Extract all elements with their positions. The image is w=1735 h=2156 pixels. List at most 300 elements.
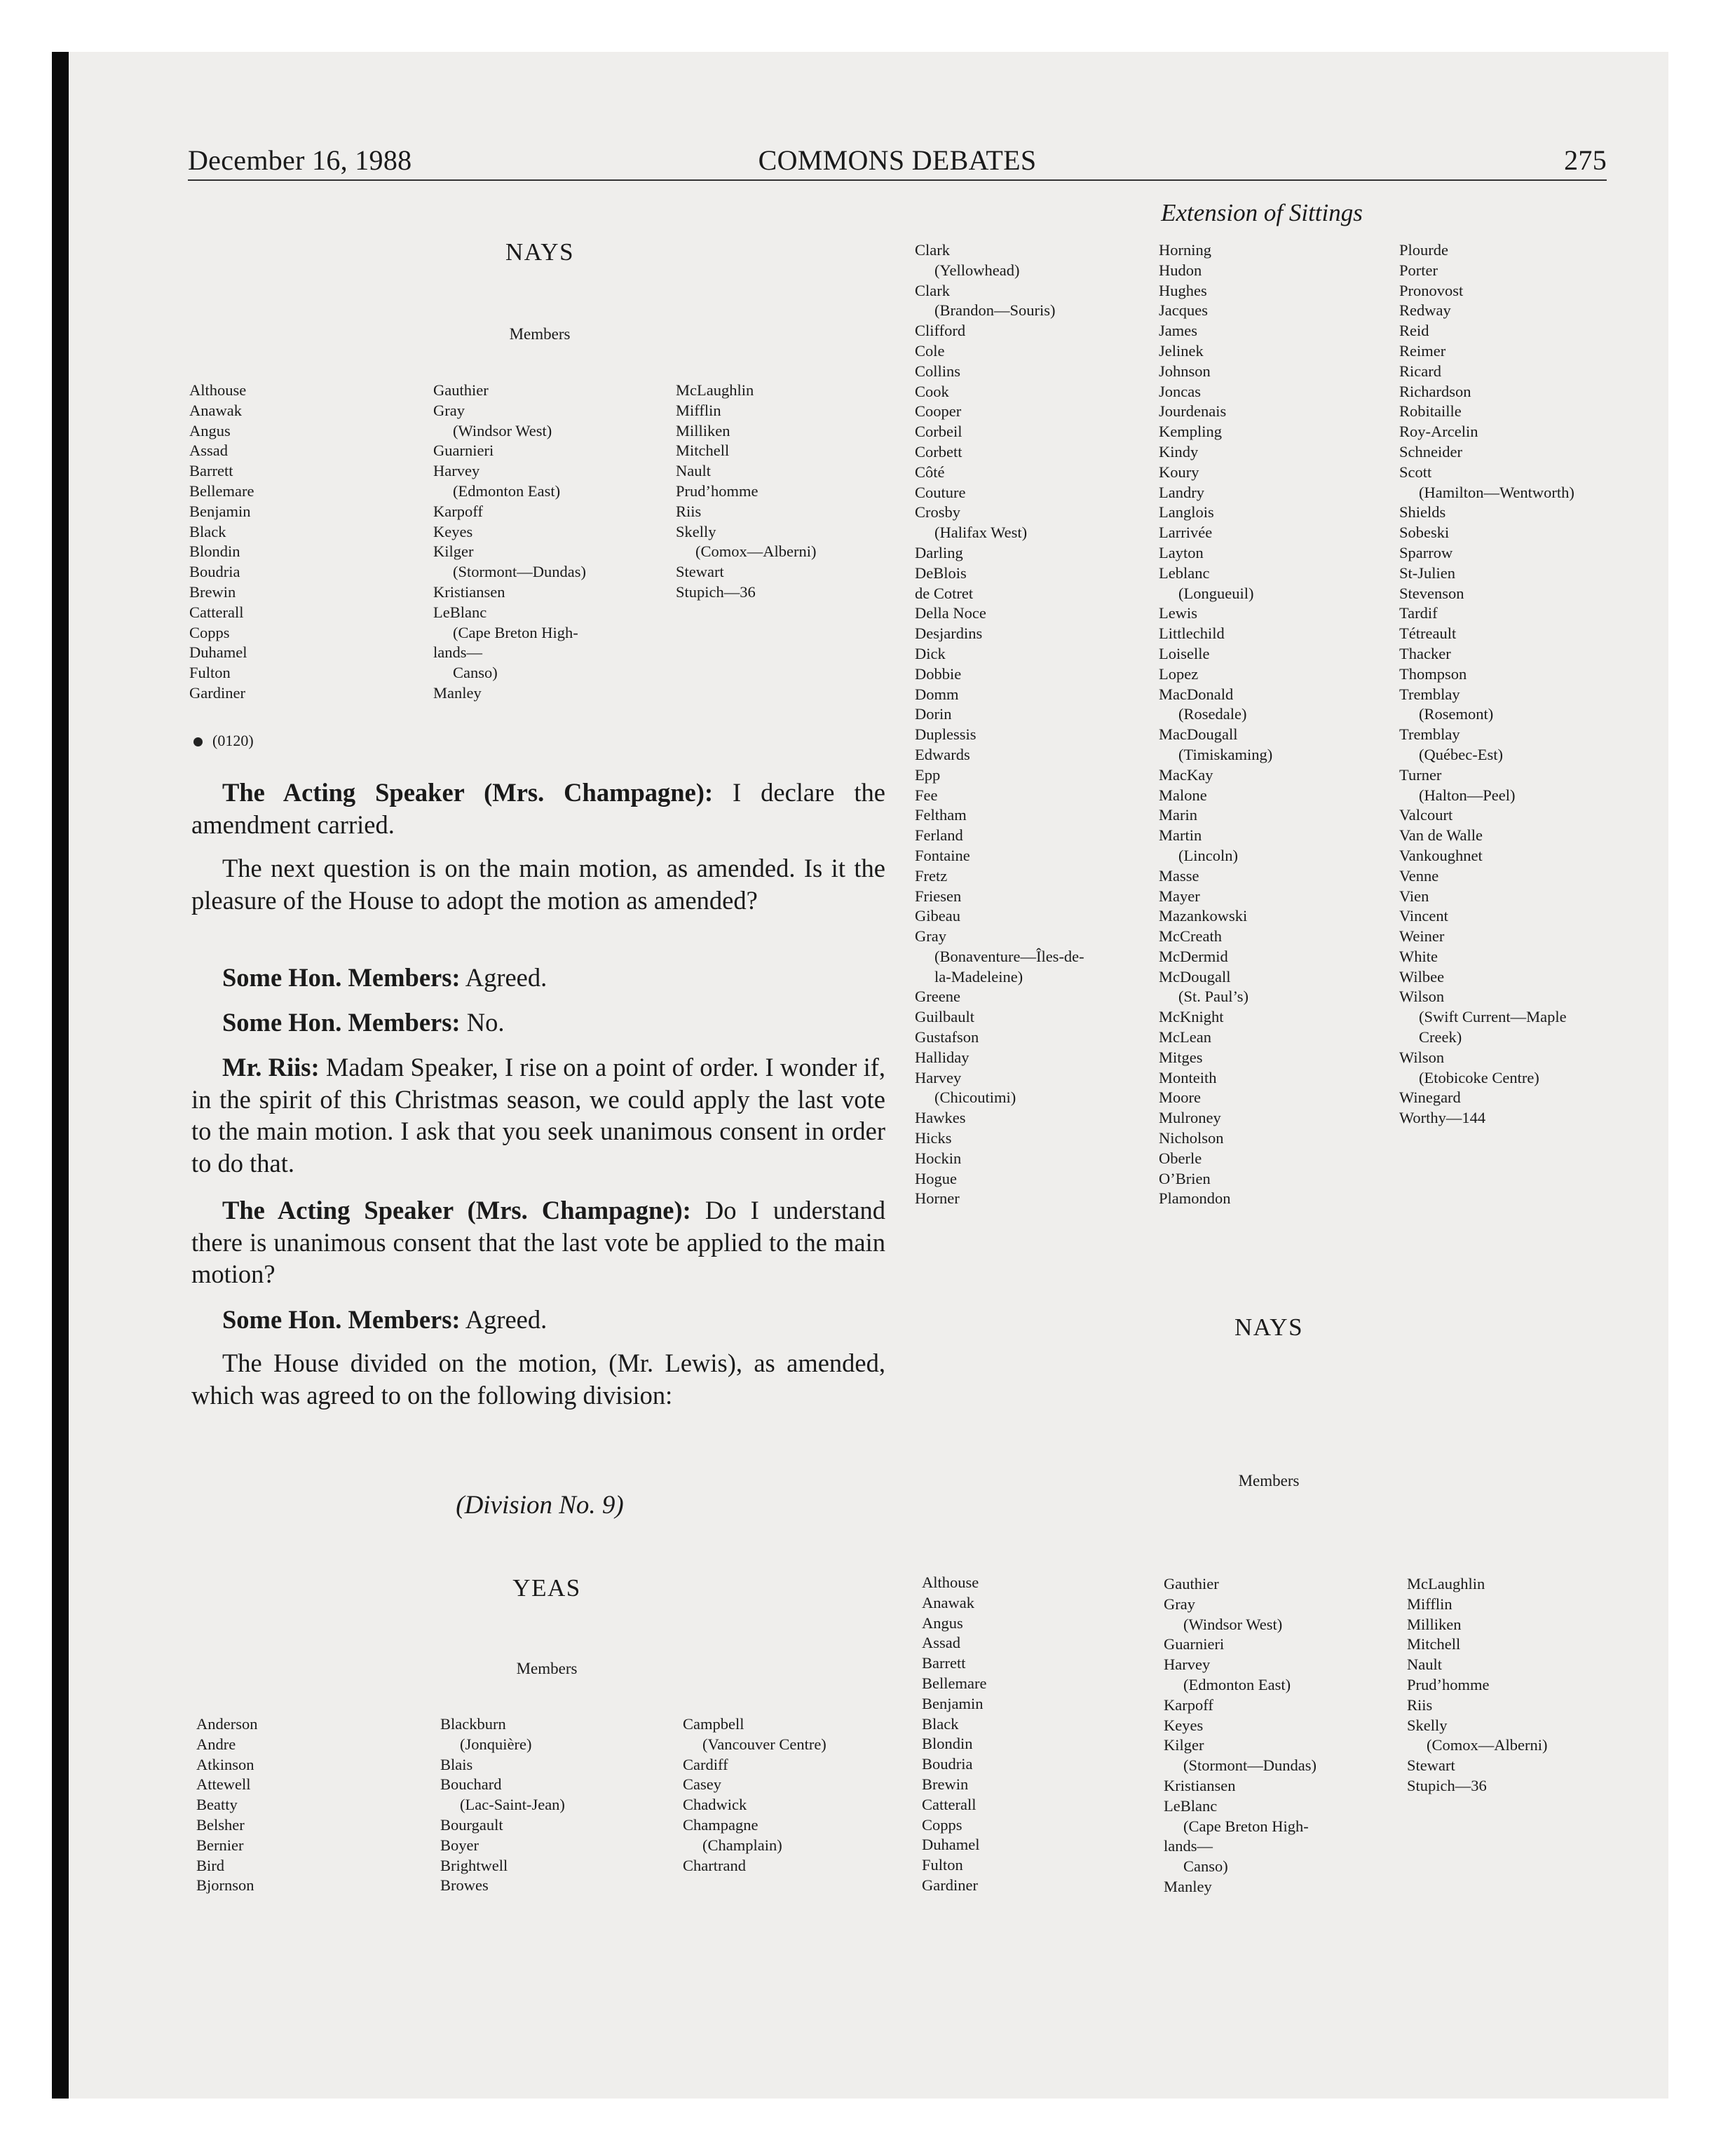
first-nays-members-label: Members — [509, 325, 571, 343]
member-name: Assad — [189, 442, 228, 460]
member-name: (Edmonton East) — [453, 482, 561, 500]
member-name: Richardson — [1399, 382, 1471, 400]
member-name: Mitchell — [1407, 1635, 1461, 1653]
speaker: Some Hon. Members: — [222, 963, 461, 992]
member-name: Karpoff — [433, 502, 483, 520]
member-name: Milliken — [676, 421, 730, 439]
member-name: James — [1159, 322, 1197, 340]
member-name: (Comox—Alberni) — [695, 543, 817, 561]
member-name: Jourdenais — [1159, 402, 1227, 421]
member-name: Clifford — [915, 322, 966, 340]
second-nays-heading: NAYS — [1234, 1314, 1304, 1341]
member-name: Valcourt — [1399, 806, 1453, 824]
member-name: MacDonald — [1159, 685, 1234, 703]
paragraph-4 — [191, 1007, 885, 1039]
member-name: Fulton — [189, 664, 231, 682]
member-name: (Jonquière) — [460, 1735, 532, 1753]
member-name: Edwards — [915, 745, 970, 763]
member-name: Bernier — [196, 1836, 244, 1854]
member-name: Riis — [1407, 1696, 1433, 1714]
header-date: December 16, 1988 — [188, 144, 412, 176]
paragraph-2 — [191, 852, 885, 916]
member-name: Mazankowski — [1159, 907, 1248, 925]
first-nays-heading: NAYS — [505, 238, 575, 266]
member-name: Black — [922, 1714, 959, 1733]
member-name: Kristiansen — [433, 582, 505, 601]
member-name: DeBlois — [915, 564, 967, 582]
member-name: Sparrow — [1399, 543, 1453, 561]
member-name: Horning — [1159, 241, 1211, 259]
member-name: Van de Walle — [1399, 826, 1483, 845]
running-subtitle: Extension of Sittings — [1161, 199, 1363, 226]
member-name: (Québec-Est) — [1419, 745, 1503, 763]
member-name: Hicks — [915, 1129, 952, 1147]
member-name: Althouse — [189, 381, 247, 399]
member-name: Guarnieri — [1164, 1635, 1225, 1653]
member-name: Blais — [440, 1755, 473, 1773]
member-name: Vincent — [1399, 907, 1448, 925]
member-name: (Halifax West) — [934, 524, 1028, 542]
member-name: Stupich—36 — [1407, 1776, 1487, 1794]
member-name: Clark — [915, 241, 950, 259]
member-name: Schneider — [1399, 442, 1462, 460]
member-name: Wilson — [1399, 988, 1445, 1006]
member-name: Hockin — [915, 1149, 962, 1167]
member-name: Kempling — [1159, 423, 1222, 441]
member-name: Darling — [915, 543, 963, 561]
member-name: Mayer — [1159, 887, 1200, 905]
member-name: Della Noce — [915, 604, 986, 622]
member-name: Blondin — [922, 1735, 973, 1753]
member-name: Angus — [189, 421, 231, 439]
member-name: Bellemare — [922, 1674, 987, 1692]
member-name: Mitges — [1159, 1048, 1203, 1066]
member-name: Tremblay — [1399, 685, 1460, 703]
member-name: Leblanc — [1159, 564, 1210, 582]
member-name: (Bonaventure—Îles-de- — [934, 947, 1084, 965]
member-name: (Longueuil) — [1178, 584, 1254, 602]
member-name: Stupich—36 — [676, 582, 756, 601]
paragraph-text: Madam Speaker, I rise on a point of order. I wonder if, in the spirit of this Christmas season, we could apply the last vote to the main motion. I ask that you seek unanimous consent in order to do that. — [191, 1053, 885, 1178]
member-name: Plamondon — [1159, 1189, 1231, 1208]
member-name: Vankoughnet — [1399, 846, 1483, 864]
member-name: White — [1399, 947, 1438, 965]
member-name: (Stormont—Dundas) — [453, 563, 586, 581]
member-name: MacKay — [1159, 765, 1213, 784]
member-name: Riis — [676, 502, 702, 520]
member-name: Clark — [915, 281, 950, 299]
member-name: Kilger — [1164, 1736, 1204, 1754]
yeas-column-3 — [683, 1714, 826, 1876]
member-name: lands— — [1164, 1837, 1213, 1855]
member-name: (Chicoutimi) — [934, 1089, 1016, 1107]
member-name: Gardiner — [922, 1876, 978, 1894]
member-name: Gray — [1164, 1595, 1195, 1613]
member-name: Malone — [1159, 786, 1207, 804]
member-name: Moore — [1159, 1089, 1201, 1107]
member-name: Landry — [1159, 483, 1204, 501]
member-name: Chadwick — [683, 1796, 747, 1814]
member-name: Hughes — [1159, 281, 1207, 299]
member-name: Crosby — [915, 503, 961, 521]
member-name: (Stormont—Dundas) — [1183, 1756, 1316, 1775]
member-name: Anawak — [189, 401, 242, 419]
member-name: Stewart — [1407, 1756, 1455, 1775]
second-nays-members-label: Members — [1238, 1472, 1300, 1489]
member-name: Lopez — [1159, 664, 1199, 683]
member-name: Skelly — [1407, 1716, 1448, 1734]
member-name: Domm — [915, 685, 959, 703]
member-name: Bellemare — [189, 482, 254, 500]
member-name: Benjamin — [189, 502, 251, 520]
member-name: Thompson — [1399, 664, 1467, 683]
member-name: Boyer — [440, 1836, 479, 1854]
member-name: Hudon — [1159, 261, 1202, 279]
member-name: Atkinson — [196, 1755, 254, 1773]
member-name: Hogue — [915, 1169, 957, 1187]
member-name: (Comox—Alberni) — [1427, 1736, 1548, 1754]
paragraph-3 — [191, 962, 885, 994]
speaker: Some Hon. Members: — [222, 1008, 461, 1037]
member-name: Shields — [1399, 503, 1446, 521]
member-name: de Cotret — [915, 584, 974, 602]
division-label: (Division No. 9) — [456, 1491, 624, 1520]
member-name: Cardiff — [683, 1755, 728, 1773]
member-name: (Hamilton—Wentworth) — [1419, 483, 1574, 501]
member-name: Skelly — [676, 522, 716, 540]
first-nays-column-3 — [676, 381, 816, 603]
member-name: Layton — [1159, 543, 1204, 561]
second-nays-column-3 — [1407, 1574, 1547, 1796]
paragraph-text: The next question is on the main motion, as amended. Is it the pleasure of the House to adopt the motion as amended? — [191, 854, 885, 915]
member-name: Dorin — [915, 705, 952, 723]
member-name: Fulton — [922, 1856, 963, 1874]
yeas-column-6 — [1399, 240, 1574, 1128]
yeas-heading: YEAS — [512, 1574, 581, 1602]
timestamp: (0120) — [212, 732, 254, 749]
member-name: Pronovost — [1399, 281, 1464, 299]
member-name: Fontaine — [915, 846, 970, 864]
member-name: Tremblay — [1399, 725, 1460, 744]
member-name: Fretz — [915, 866, 948, 885]
member-name: (Lincoln) — [1178, 846, 1238, 864]
member-name: Bourgault — [440, 1815, 503, 1834]
member-name: Nicholson — [1159, 1129, 1224, 1147]
member-name: Jacques — [1159, 301, 1208, 320]
member-name: (Edmonton East) — [1183, 1675, 1291, 1693]
member-name: (Halton—Peel) — [1419, 786, 1516, 804]
member-name: Attewell — [196, 1775, 251, 1794]
member-name: (Brandon—Souris) — [934, 301, 1056, 320]
member-name: Boudria — [189, 563, 240, 581]
member-name: Bouchard — [440, 1775, 502, 1794]
member-name: McDermid — [1159, 947, 1228, 965]
member-name: Wilbee — [1399, 967, 1445, 985]
member-name: (Etobicoke Centre) — [1419, 1068, 1539, 1086]
member-name: Keyes — [433, 522, 473, 540]
member-name: (Rosedale) — [1178, 705, 1247, 723]
member-name: Gustafson — [915, 1028, 979, 1046]
member-name: (St. Paul’s) — [1178, 988, 1249, 1006]
member-name: Manley — [1164, 1877, 1212, 1895]
member-name: Ricard — [1399, 362, 1441, 380]
member-name: Tétreault — [1399, 625, 1457, 643]
member-name: Gauthier — [1164, 1575, 1219, 1592]
member-name: Assad — [922, 1634, 960, 1652]
member-name: Catterall — [922, 1795, 977, 1813]
member-name: Benjamin — [922, 1694, 984, 1712]
member-name: Tardif — [1399, 604, 1438, 622]
member-name: (Cape Breton High- — [453, 623, 578, 641]
paragraph-text: The House divided on the motion, (Mr. Lewis), as amended, which was agreed to on the following division: — [191, 1349, 885, 1410]
member-name: Bjornson — [196, 1876, 254, 1895]
member-name: Cook — [915, 382, 949, 400]
member-name: lands— — [433, 643, 482, 662]
member-name: Stewart — [676, 563, 724, 581]
member-name: LeBlanc — [1164, 1796, 1218, 1815]
member-name: Turner — [1399, 765, 1442, 784]
member-name: Kristiansen — [1164, 1776, 1236, 1794]
member-name: (Windsor West) — [1183, 1615, 1283, 1633]
member-name: Gray — [915, 927, 946, 946]
member-name: McDougall — [1159, 967, 1231, 985]
member-name: Boudria — [922, 1755, 973, 1773]
member-name: Browes — [440, 1876, 489, 1895]
member-name: Reid — [1399, 322, 1429, 340]
member-name: Lewis — [1159, 604, 1197, 622]
member-name: (Windsor West) — [453, 421, 552, 439]
member-name: Halliday — [915, 1048, 969, 1066]
member-name: Nault — [676, 462, 711, 480]
member-name: Brewin — [189, 582, 236, 601]
member-name: Duhamel — [189, 643, 247, 662]
speaker: Some Hon. Members: — [222, 1305, 461, 1334]
member-name: Catterall — [189, 603, 244, 621]
member-name: LeBlanc — [433, 603, 487, 621]
member-name: Côté — [915, 463, 945, 481]
member-name: Angus — [922, 1613, 963, 1632]
member-name: Gibeau — [915, 907, 960, 925]
second-nays-column-1 — [922, 1573, 986, 1896]
member-name: Cooper — [915, 402, 962, 421]
member-name: Langlois — [1159, 503, 1214, 521]
member-name: Collins — [915, 362, 961, 380]
yeas-column-5 — [1159, 240, 1272, 1209]
member-name: Vien — [1399, 887, 1429, 905]
member-name: la-Madeleine) — [934, 967, 1023, 985]
member-name: Gardiner — [189, 683, 245, 702]
member-name: McLean — [1159, 1028, 1211, 1046]
speaker: The Acting Speaker (Mrs. Champagne): — [222, 1196, 691, 1224]
paragraph-text: Agreed. — [460, 963, 547, 992]
member-name: Manley — [433, 683, 482, 702]
yeas-column-4 — [915, 240, 1084, 1209]
member-name: Harvey — [433, 462, 480, 480]
member-name: Campbell — [683, 1715, 744, 1733]
bullet-icon — [193, 737, 203, 746]
member-name: Mulroney — [1159, 1109, 1221, 1127]
member-name: Winegard — [1399, 1089, 1461, 1107]
member-name: (Swift Current—Maple — [1419, 1008, 1567, 1026]
member-name: Barrett — [922, 1654, 966, 1672]
member-name: Littlechild — [1159, 625, 1225, 643]
member-name: St-Julien — [1399, 564, 1456, 582]
member-name: Prud’homme — [676, 482, 758, 500]
member-name: Copps — [189, 623, 230, 641]
member-name: Brewin — [922, 1775, 969, 1793]
member-name: Champagne — [683, 1815, 758, 1834]
member-name: McKnight — [1159, 1008, 1224, 1026]
header-title: COMMONS DEBATES — [758, 144, 1037, 176]
member-name: Desjardins — [915, 625, 983, 643]
member-name: Stevenson — [1399, 584, 1464, 602]
member-name: Milliken — [1407, 1615, 1462, 1633]
member-name: Loiselle — [1159, 644, 1210, 662]
member-name: Guilbault — [915, 1008, 974, 1026]
member-name: Jelinek — [1159, 341, 1204, 360]
member-name: Couture — [915, 483, 966, 501]
paragraph-text: No. — [460, 1008, 505, 1037]
member-name: Larrivée — [1159, 524, 1213, 542]
paragraph-text: Agreed. — [460, 1305, 547, 1334]
paragraph-text: Do I understand there is unanimous consent that the last vote be applied to the main motion? — [191, 1196, 885, 1288]
member-name: Copps — [922, 1815, 962, 1834]
speaker: Mr. Riis: — [222, 1053, 320, 1082]
member-name: Blondin — [189, 543, 240, 561]
member-name: Duplessis — [915, 725, 977, 744]
paragraph-8 — [191, 1347, 885, 1411]
member-name: Monteith — [1159, 1068, 1217, 1086]
member-name: Feltham — [915, 806, 967, 824]
member-name: O’Brien — [1159, 1169, 1211, 1187]
member-name: McLaughlin — [1407, 1575, 1485, 1592]
member-name: Corbett — [915, 442, 962, 460]
member-name: Thacker — [1399, 644, 1451, 662]
paragraph-7 — [191, 1304, 885, 1336]
member-name: Mifflin — [1407, 1595, 1452, 1613]
member-name: Karpoff — [1164, 1696, 1213, 1714]
member-name: MacDougall — [1159, 725, 1238, 744]
paragraph-1 — [191, 777, 885, 840]
member-name: Koury — [1159, 463, 1199, 481]
paragraph-5 — [191, 1051, 885, 1179]
member-name: Bird — [196, 1856, 225, 1874]
member-name: Anderson — [196, 1715, 258, 1733]
member-name: Gauthier — [433, 381, 489, 399]
member-name: Prud’homme — [1407, 1675, 1490, 1693]
member-name: Ferland — [915, 826, 963, 845]
member-name: Plourde — [1399, 241, 1448, 259]
member-name: Sobeski — [1399, 524, 1450, 542]
yeas-column-1 — [196, 1714, 257, 1896]
member-name: Corbeil — [915, 423, 962, 441]
member-name: Guarnieri — [433, 442, 494, 460]
member-name: Keyes — [1164, 1716, 1204, 1734]
member-name: (Vancouver Centre) — [702, 1735, 826, 1753]
member-name: (Timiskaming) — [1178, 745, 1273, 763]
member-name: Belsher — [196, 1815, 245, 1834]
member-name: Oberle — [1159, 1149, 1202, 1167]
member-name: (Champlain) — [702, 1836, 782, 1854]
first-nays-column-2 — [433, 381, 586, 704]
member-name: Harvey — [915, 1068, 962, 1086]
member-name: Wilson — [1399, 1048, 1445, 1066]
yeas-members-label: Members — [516, 1660, 578, 1677]
member-name: Joncas — [1159, 382, 1201, 400]
member-name: Johnson — [1159, 362, 1211, 380]
header-rule — [188, 179, 1607, 181]
member-name: Blackburn — [440, 1715, 506, 1733]
member-name: (Yellowhead) — [934, 261, 1020, 279]
member-name: Harvey — [1164, 1656, 1211, 1674]
member-name: McLaughlin — [676, 381, 754, 399]
member-name: Hawkes — [915, 1109, 966, 1127]
member-name: (Rosemont) — [1419, 705, 1494, 723]
member-name: Greene — [915, 988, 960, 1006]
member-name: Venne — [1399, 866, 1439, 885]
member-name: Scott — [1399, 463, 1432, 481]
member-name: Mifflin — [676, 401, 721, 419]
member-name: Porter — [1399, 261, 1438, 279]
second-nays-column-2 — [1164, 1574, 1316, 1897]
member-name: Brightwell — [440, 1856, 508, 1874]
member-name: Kindy — [1159, 442, 1199, 460]
member-name: Weiner — [1399, 927, 1445, 946]
yeas-column-2 — [440, 1714, 565, 1896]
member-name: Cole — [915, 341, 945, 360]
member-name: Horner — [915, 1189, 960, 1208]
binding-edge — [52, 52, 69, 2099]
member-name: Dobbie — [915, 664, 962, 683]
timestamp-marker — [193, 732, 254, 750]
member-name: Redway — [1399, 301, 1451, 320]
member-name: (Cape Breton High- — [1183, 1817, 1309, 1835]
member-name: Friesen — [915, 887, 962, 905]
member-name: Duhamel — [922, 1836, 980, 1854]
member-name: Dick — [915, 644, 946, 662]
first-nays-column-1 — [189, 381, 254, 704]
member-name: Althouse — [922, 1574, 979, 1591]
member-name: Masse — [1159, 866, 1199, 885]
member-name: McCreath — [1159, 927, 1222, 946]
member-name: Chartrand — [683, 1856, 746, 1874]
member-name: Creek) — [1419, 1028, 1462, 1046]
member-name: Kilger — [433, 543, 474, 561]
member-name: Martin — [1159, 826, 1202, 845]
member-name: (Lac-Saint-Jean) — [460, 1796, 565, 1814]
paragraph-text: I declare the amendment carried. — [191, 778, 885, 839]
paragraph-6 — [191, 1194, 885, 1290]
member-name: Barrett — [189, 462, 233, 480]
member-name: Robitaille — [1399, 402, 1462, 421]
member-name: Worthy—144 — [1399, 1109, 1486, 1127]
member-name: Canso) — [453, 664, 498, 682]
member-name: Casey — [683, 1775, 721, 1794]
member-name: Nault — [1407, 1656, 1442, 1674]
member-name: Gray — [433, 401, 465, 419]
member-name: Marin — [1159, 806, 1197, 824]
member-name: Anawak — [922, 1593, 974, 1611]
member-name: Mitchell — [676, 442, 730, 460]
member-name: Fee — [915, 786, 938, 804]
member-name: Canso) — [1183, 1857, 1228, 1876]
member-name: Roy-Arcelin — [1399, 423, 1478, 441]
header-page-number: 275 — [1564, 144, 1607, 176]
member-name: Black — [189, 522, 226, 540]
member-name: Reimer — [1399, 341, 1446, 360]
member-name: Andre — [196, 1735, 236, 1753]
member-name: Beatty — [196, 1796, 238, 1814]
